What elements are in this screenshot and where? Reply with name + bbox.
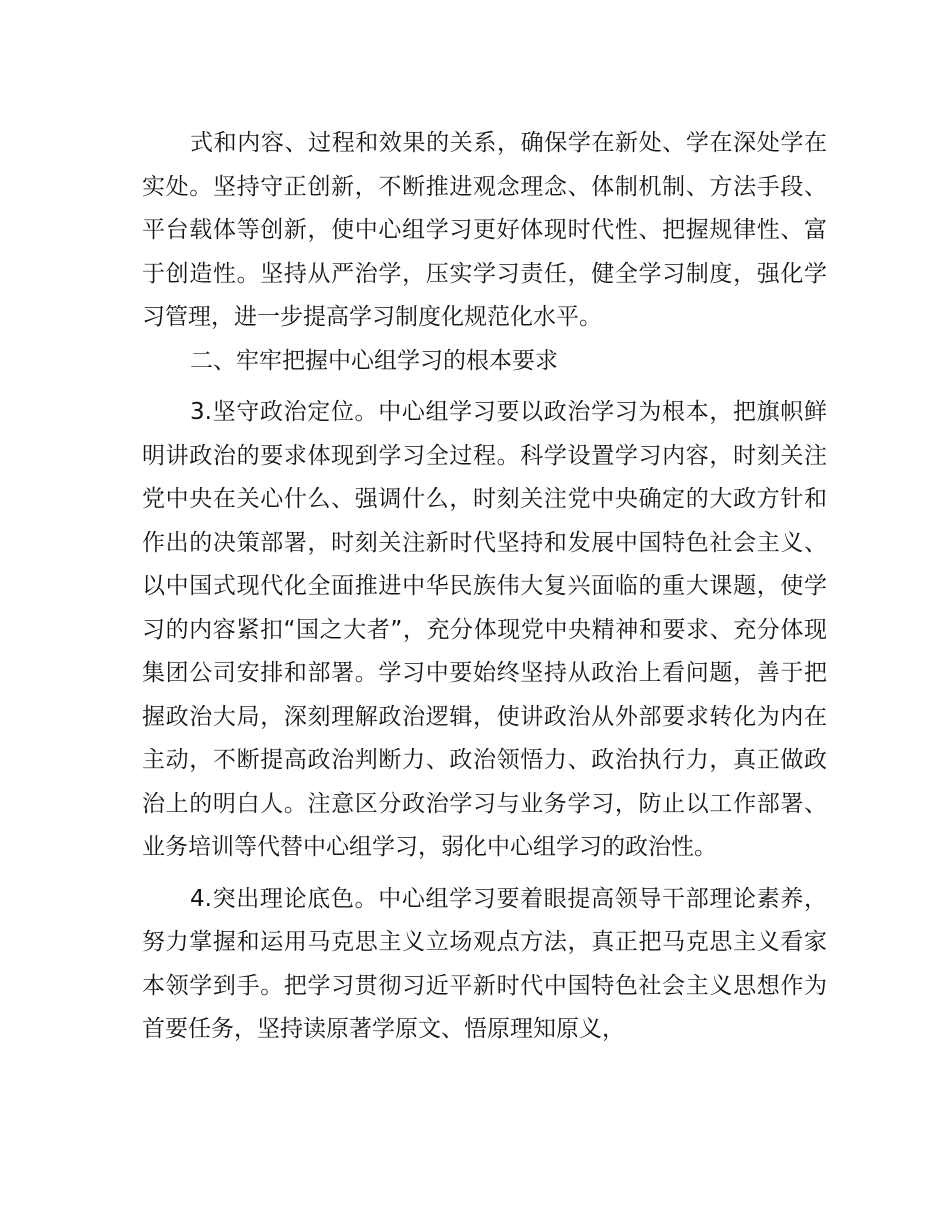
paragraph-theory-foundation: 4.突出理论底色。中心组学习要着眼提高领导干部理论素养，努力掌握和运用马克思主义立场观点方法，真正把马克思主义看家本领学到手。把学习贯彻习近平新时代中国特色社会主义思想作为首要任务，坚持读原著学原文、悟原理知原义， <box>142 885 827 1042</box>
document-page <box>142 122 827 1052</box>
section-heading: 二、牢牢把握中心组学习的根本要求 <box>190 347 558 374</box>
paragraph-continuation: 式和内容、过程和效果的关系，确保学在新处、学在深处学在实处。坚持守正创新，不断推进观念理念、体制机制、方法手段、平台载体等创新，使中心组学习更好体现时代性、把握规律性、富于创造性。坚持从严治学，压实学习责任，健全学习制度，强化学习管理，进一步提高学习制度化规范化水平。 <box>142 130 827 330</box>
paragraph-political-positioning: 3.坚守政治定位。中心组学习要以政治学习为根本，把旗帜鲜明讲政治的要求体现到学习全过程。科学设置学习内容，时刻关注党中央在关心什么、强调什么，时刻关注党中央确定的大政方针和作出的决策部署，时刻关注新时代坚持和发展中国特色社会主义、以中国式现代化全面推进中华民族伟大复兴面临的重大课题，使学习的内容紧扣“国之大者”，充分体现党中央精神和要求、充分体现集团公司安排和部署。学习中要始终坚持从政治上看问题，善于把握政治大局，深刻理解政治逻辑，使讲政治从外部要求转化为内在主动，不断提高政治判断力、政治领悟力、政治执行力，真正做政治上的明白人。注意区分政治学习与业务学习，防止以工作部署、业务培训等代替中心组学习，弱化中心组学习的政治性。 <box>142 399 827 860</box>
